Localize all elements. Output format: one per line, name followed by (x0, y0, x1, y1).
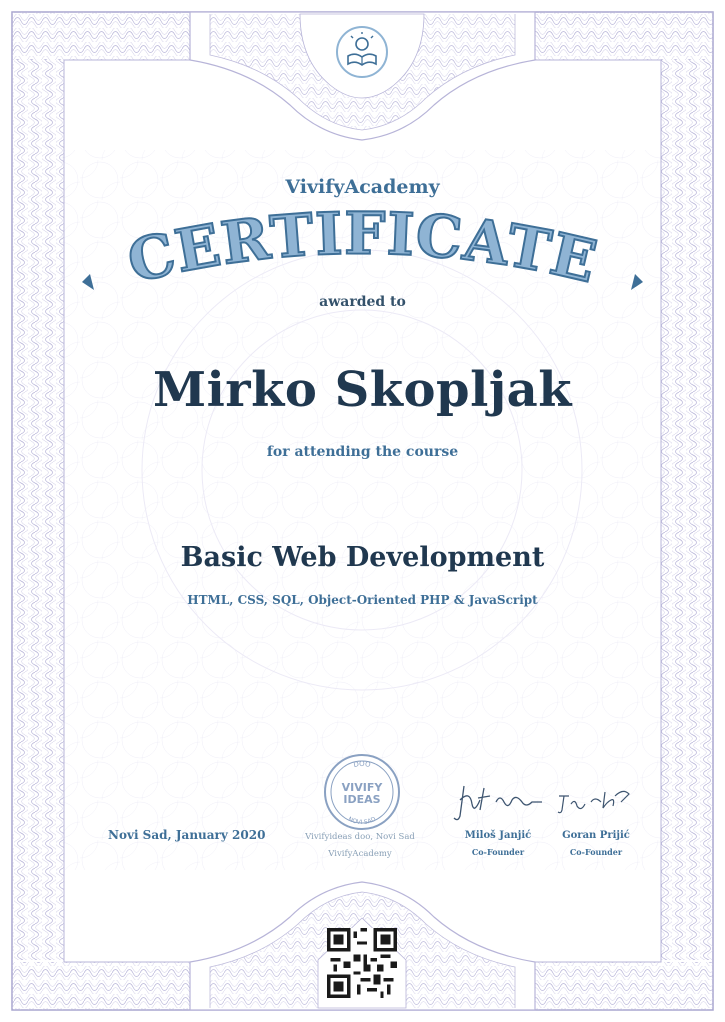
recipient-name: Mirko Skopljak (152, 362, 573, 418)
place-date: Novi Sad, January 2020 (108, 828, 266, 842)
company-seal (322, 752, 402, 832)
signature-prijic (555, 782, 635, 822)
signatory-2-name: Goran Prijić (562, 830, 630, 841)
academy-logo-icon (334, 24, 390, 80)
course-topics: HTML, CSS, SQL, Object-Oriented PHP & JavaScript (187, 593, 538, 607)
signature-janjic (450, 780, 550, 825)
certificate-title-text: CERTIFICATE (121, 200, 604, 297)
company-info (270, 829, 450, 863)
signatory-1-role: Co-Founder (471, 847, 525, 857)
seal-bottom-text: NOVI SAD (346, 815, 378, 827)
course-name: Basic Web Development (180, 542, 545, 573)
signatory-1-name: Miloš Janjić (464, 830, 532, 841)
signatory-2-role: Co-Founder (569, 847, 623, 857)
left-ornament-icon (82, 274, 94, 290)
academy-name: VivifyAcademy (285, 176, 440, 198)
right-ornament-icon (631, 274, 643, 290)
qr-code (327, 928, 397, 998)
company-line: Vivifyideas doo, Novi Sad (305, 832, 415, 842)
seal-line1: VIVIFY (341, 781, 383, 794)
attendance-label: for attending the course (266, 444, 459, 460)
svg-text:DOO (353, 760, 372, 769)
academy-line: VivifyAcademy (328, 849, 392, 859)
seal-line2: IDEAS (343, 793, 381, 806)
awarded-to-label: awarded to (319, 294, 406, 310)
seal-top-text: DOO (352, 759, 372, 770)
signatory-2 (536, 830, 656, 857)
svg-text:CERTIFICATE (121, 200, 603, 296)
